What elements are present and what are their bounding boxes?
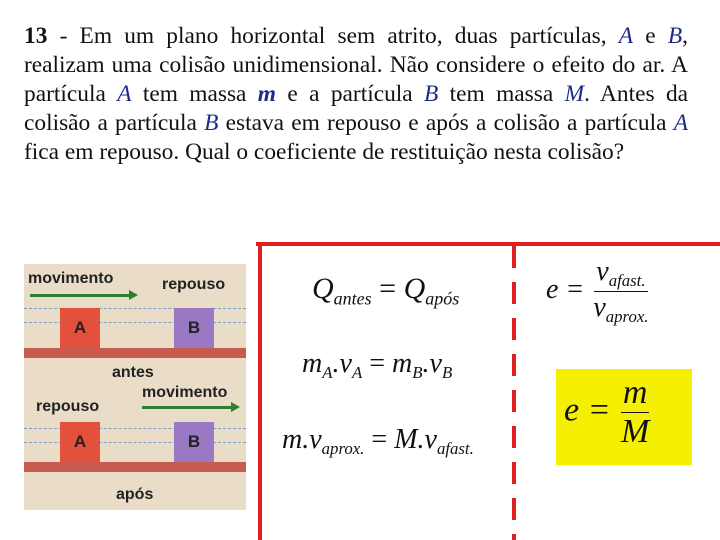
subscript: afast. xyxy=(436,438,474,458)
arrow-right-icon xyxy=(30,294,130,297)
denominator: M xyxy=(621,413,650,450)
answer-formula xyxy=(564,374,651,451)
red-divider-vertical xyxy=(258,242,262,540)
particle-a: A xyxy=(117,81,132,107)
label-antes: antes xyxy=(112,364,154,381)
term: Q xyxy=(403,272,426,305)
question-text xyxy=(24,22,688,167)
label-repouso-before: repouso xyxy=(162,276,226,293)
block-a-before xyxy=(60,308,100,348)
block-b-after xyxy=(174,422,214,462)
subscript: B xyxy=(441,362,453,382)
equals: = xyxy=(371,272,404,305)
term: M.v xyxy=(394,424,437,455)
block-a-after xyxy=(60,422,100,462)
label-apos: após xyxy=(116,486,154,503)
term: e = xyxy=(564,391,620,429)
denominator xyxy=(591,292,650,327)
red-divider-horizontal xyxy=(256,242,720,246)
question-fragment: tem massa xyxy=(131,81,258,107)
term: .v xyxy=(422,348,442,379)
equals: = xyxy=(362,348,392,379)
mass-M: M xyxy=(564,81,585,107)
subscript: antes xyxy=(333,288,372,309)
particle-a: A xyxy=(673,110,688,136)
mass-m: m xyxy=(257,81,276,107)
particle-a: A xyxy=(618,23,634,49)
arrow-right-icon xyxy=(142,406,232,409)
subscript: A xyxy=(351,362,363,382)
question-fragment: - Em um plano horizontal sem atrito, duas partículas, xyxy=(47,23,619,49)
term: .v xyxy=(332,348,352,379)
track-after xyxy=(24,462,246,472)
subscript: aprox. xyxy=(605,306,649,326)
particle-b: B xyxy=(204,110,219,136)
momentum-conservation xyxy=(312,272,459,309)
subscript: após xyxy=(425,288,460,309)
label-movimento-after: movimento xyxy=(142,384,228,401)
velocity-relation xyxy=(282,424,474,459)
term: Q xyxy=(312,272,334,305)
label-repouso-after: repouso xyxy=(36,398,100,415)
fraction xyxy=(619,374,651,451)
question-fragment: , realizam uma colisão unidimensional. Não considere o efeito do ar. A partícula xyxy=(24,23,688,107)
restitution-definition xyxy=(546,256,651,327)
fraction xyxy=(591,256,650,327)
block-b-before xyxy=(174,308,214,348)
term: v xyxy=(593,291,606,323)
term: e = xyxy=(546,273,592,305)
term: m xyxy=(302,348,323,379)
subscript: afast. xyxy=(608,270,646,290)
subscript: A xyxy=(322,362,333,382)
subscript: B xyxy=(412,362,423,382)
red-dashed-divider xyxy=(512,246,516,540)
question-fragment: estava em repouso e após a colisão a partícula xyxy=(218,110,674,136)
block-a-label: A xyxy=(73,318,87,337)
question-fragment: e xyxy=(633,23,668,49)
track-before xyxy=(24,348,246,358)
particle-b: B xyxy=(667,23,683,49)
term: v xyxy=(596,256,609,287)
term: m xyxy=(392,348,413,379)
particle-b: B xyxy=(424,81,439,107)
numerator: m xyxy=(622,374,648,411)
block-b-label: B xyxy=(187,432,201,451)
block-a-label: A xyxy=(73,432,87,451)
momentum-equation xyxy=(302,348,452,383)
question-number: 13 xyxy=(24,23,48,49)
collision-illustration xyxy=(24,264,246,510)
term: m.v xyxy=(282,424,322,455)
question-fragment: tem massa xyxy=(438,81,565,107)
label-movimento-before: movimento xyxy=(28,270,114,287)
equals: = xyxy=(364,424,395,455)
question-fragment: e a partícula xyxy=(276,81,424,107)
question-fragment: fica em repouso. Qual o coeficiente de restituição nesta colisão? xyxy=(24,139,625,165)
numerator xyxy=(594,256,647,292)
subscript: aprox. xyxy=(321,438,365,458)
question-fragment: . Antes da colisão a partícula xyxy=(24,81,689,136)
block-b-label: B xyxy=(187,318,201,337)
